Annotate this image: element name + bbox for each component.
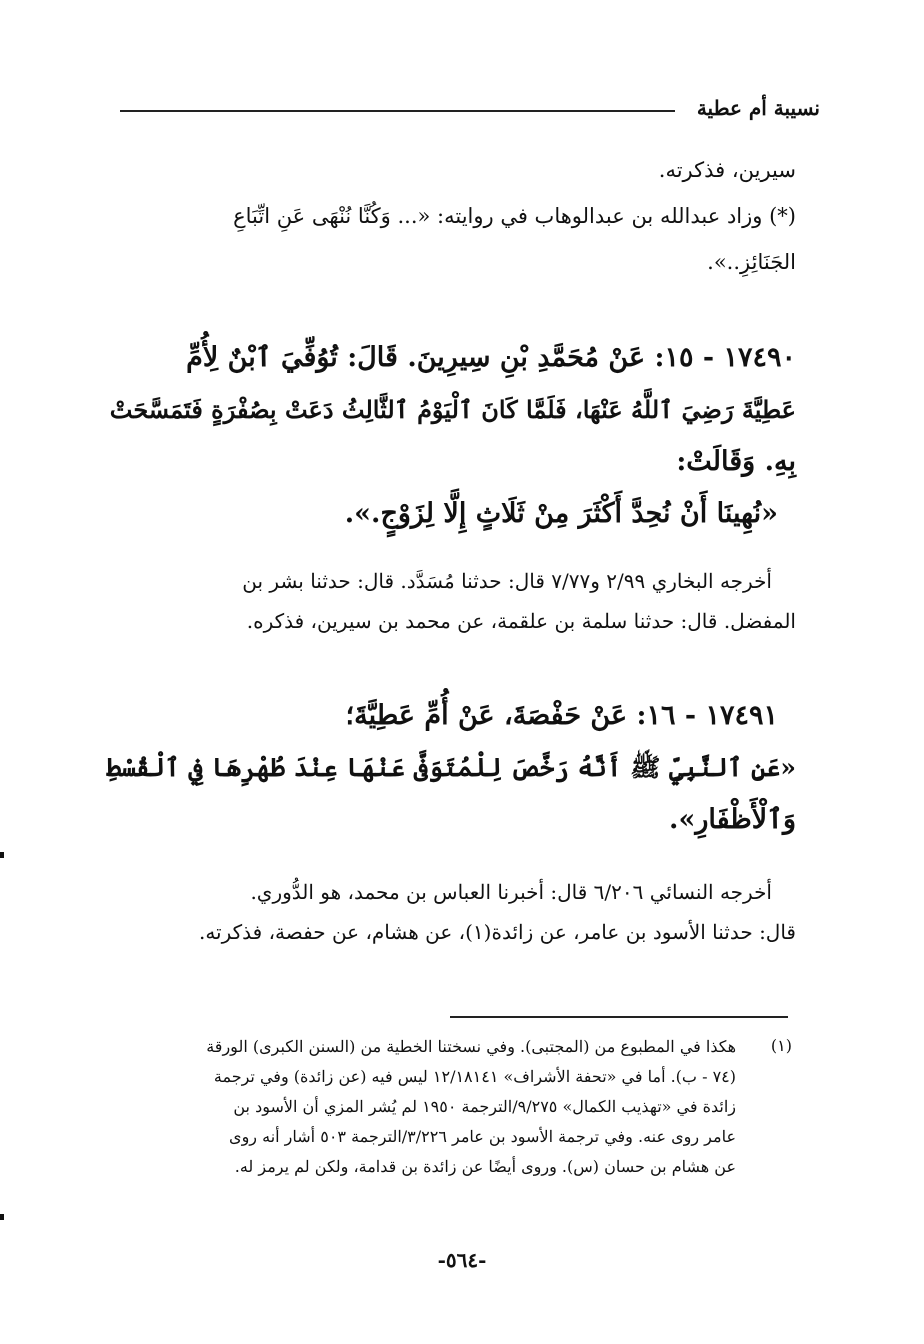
scan-mark bbox=[0, 852, 4, 858]
intro-line: (*) وزاد عبدالله بن عبدالوهاب في روايته: «... وَكُنَّا نُنْهَى عَنِ اتِّبَاعِ bbox=[233, 204, 796, 228]
scan-mark bbox=[0, 1214, 4, 1220]
footnote-line: هكذا في المطبوع من (المجتبى). وفي نسختنا الخطية من (السنن الكبرى) الورقة bbox=[206, 1037, 736, 1056]
hadith-line: بِهِ. وَقَالَتْ: bbox=[676, 446, 796, 477]
hadith-line: «عَنِ ٱلنَّبِيِّ ﷺ أَنَّهُ رَخَّصَ لِلْمُتَوَفَّى عَنْهَا عِنْدَ طُهْرِهَا فِي ٱلْقُسْطِ bbox=[106, 753, 796, 782]
takhrij-line: أخرجه النسائي ٦/٢٠٦ قال: أخبرنا العباس بن محمد، هو الدُّوري. bbox=[250, 880, 772, 904]
footnote-line: عن هشام بن حسان (س). وروى أيضًا عن زائدة بن قدامة، ولكن لم يرمز له. bbox=[234, 1157, 736, 1176]
header-title: نسيبة أم عطية bbox=[696, 96, 820, 120]
takhrij-line: أخرجه البخاري ٢/٩٩ و٧/٧٧ قال: حدثنا مُسَدَّد. قال: حدثنا بشر بن bbox=[242, 569, 772, 593]
footnote-rule bbox=[450, 1016, 788, 1018]
takhrij-17491 bbox=[96, 872, 796, 952]
hadith-line: ١٧٤٩٠ - ١٥: عَنْ مُحَمَّدِ بْنِ سِيرِينَ. قَالَ: تُوُفِّيَ ٱبْنٌ لِأُمِّ bbox=[186, 342, 796, 373]
page-number: -٥٦٤- bbox=[437, 1248, 487, 1272]
hadith-17491 bbox=[96, 690, 796, 846]
running-header bbox=[120, 96, 820, 130]
takhrij-line: قال: حدثنا الأسود بن عامر، عن زائدة(١)، عن هشام، عن حفصة، فذكرته. bbox=[198, 920, 796, 944]
hadith-17490 bbox=[96, 332, 796, 540]
intro-line: الجَنَائِزِ..». bbox=[707, 250, 796, 274]
intro-block bbox=[96, 147, 796, 285]
footnote-line: (٧٤ - ب). أما في «تحفة الأشراف» ١٢/١٨١٤١ ليس فيه (عن زائدة) وفي ترجمة bbox=[213, 1067, 736, 1086]
footnote-line: عامر روى عنه. وفي ترجمة الأسود بن عامر ٣/٢٢٦/الترجمة ٥٠٣ أشار أنه روى bbox=[229, 1127, 736, 1146]
hadith-line: «نُهِينَا أَنْ نُحِدَّ أَكْثَرَ مِنْ ثَلَاثٍ إِلَّا لِزَوْجٍ.». bbox=[344, 498, 778, 529]
hadith-line: عَطِيَّةَ رَضِيَ ٱللَّهُ عَنْهَا، فَلَمَّا كَانَ ٱلْيَوْمُ ٱلثَّالِثُ دَعَتْ بِصُفْرَةٍ فَتَمَسَّحَتْ bbox=[109, 395, 796, 424]
hadith-line: وَٱلْأَظْفَارِ». bbox=[669, 804, 796, 835]
takhrij-17490 bbox=[96, 561, 796, 641]
takhrij-line: المفضل. قال: حدثنا سلمة بن علقمة، عن محمد بن سيرين، فذكره. bbox=[246, 609, 796, 633]
footnote-marker: (١) bbox=[770, 1036, 792, 1055]
footnote-block bbox=[96, 1032, 736, 1182]
header-rule bbox=[120, 110, 675, 112]
footnote-line: زائدة في «تهذيب الكمال» ٩/٢٧٥/الترجمة ١٩٥٠ لم يُشر المزي أن الأسود بن bbox=[233, 1097, 736, 1116]
intro-line: سيرين، فذكرته. bbox=[658, 158, 796, 182]
hadith-line: ١٧٤٩١ - ١٦: عَنْ حَفْصَةَ، عَنْ أُمِّ عَطِيَّةَ؛ bbox=[345, 700, 778, 731]
